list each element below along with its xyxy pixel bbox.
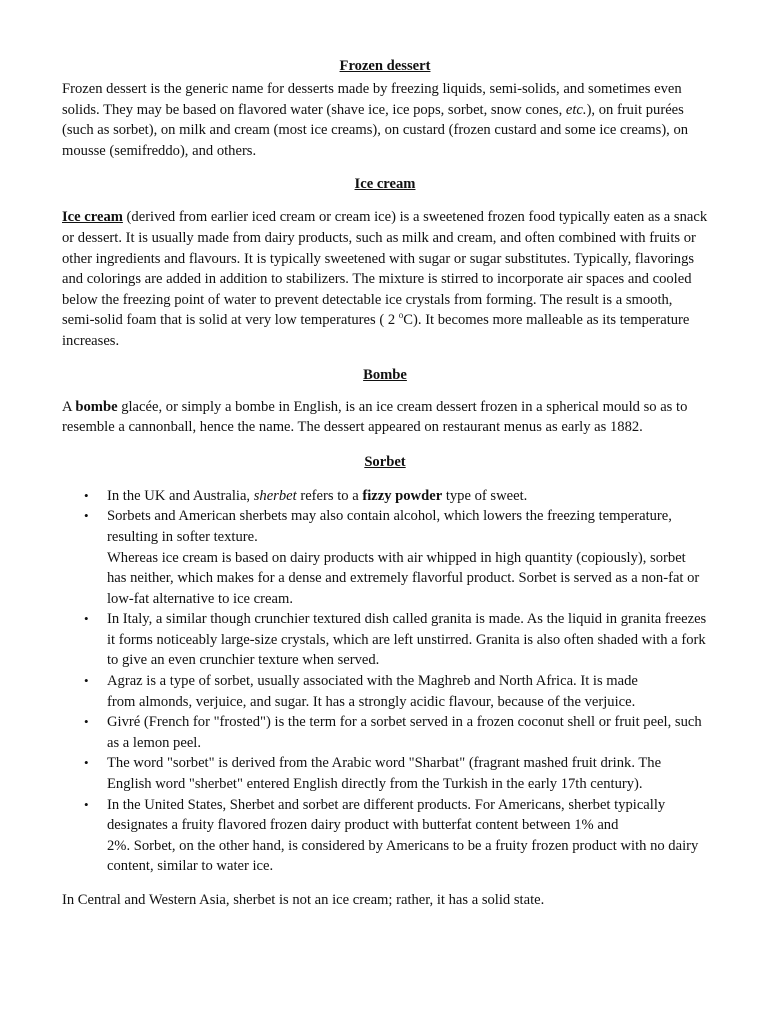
term-ice-cream: Ice cream <box>62 209 123 226</box>
paragraph-closing: In Central and Western Asia, sherbet is not an ice cream; rather, it has a solid state. <box>62 892 545 908</box>
paragraph-bombe: A bombe glacée, or simply a bombe in English, is an ice cream dessert frozen in a spherical mould so as to resemble a cannonball, hence the name. The dessert appeared on restaurant menus as early as 1882. <box>62 398 688 436</box>
sorbet-bullet-list <box>62 486 708 877</box>
bullet-icon: • <box>84 611 89 627</box>
heading-ice-cream: Ice cream <box>354 176 416 193</box>
list-item: • In the UK and Australia, sherbet refers to a fizzy powder type of sweet. <box>62 486 708 507</box>
bullet-icon: • <box>84 755 89 771</box>
paragraph-frozen-dessert: Frozen dessert is the generic name for desserts made by freezing liquids, semi-solids, and sometimes even solids. They may be based on flavored water (shave ice, ice pops, sorbet, snow cones, etc.), on fruit purées (such as sorbet), on milk and cream (most ice creams), on custard (frozen custard and some ice creams), on mousse (semifreddo), and others. <box>62 81 689 159</box>
bullet-icon: • <box>84 796 89 812</box>
term-bombe: bombe <box>75 398 118 415</box>
bullet-icon: • <box>84 508 89 524</box>
paragraph-ice-cream: Ice cream (derived from earlier iced cream or cream ice) is a sweetened frozen food typically eaten as a snack or dessert. It is usually made from dairy products, such as milk and cream, and often combined with fruits or other ingredients and flavours. It is typically sweetened with sugar or sugar substitutes. Typically, flavorings and colorings are added in addition to stabilizers. The mixture is stirred to incorporate air spaces and cooled below the freezing point of water to prevent detectable ice crystals from forming. The result is a smooth, semi-solid foam that is solid at very low temperatures ( 2 $^o$C). It becomes more malleable as its temperature increases. <box>62 209 708 349</box>
list-item: • In Italy, a similar though crunchier textured dish called granita is made. As the liquid in granita freezes it forms noticeably large-size crystals, which are left unstirred. Granita is also often shaded with a fork to give an even crunchier texture when served. <box>84 611 707 669</box>
heading-bombe: Bombe <box>363 366 407 383</box>
bullet-icon: • <box>84 487 89 503</box>
list-item: • In the United States, Sherbet and sorbet are different products. For Americans, sherbet typically designates a fruity flavored frozen dairy product with butterfat content between 1% and 2%. Sorbet, on the other hand, is considered by Americans to be a fruity frozen product with no dairy content, similar to water ice. <box>84 796 699 875</box>
list-item: • Agraz is a type of sorbet, usually associated with the Maghreb and North Africa. It is made from almonds, verjuice, and sugar. It has a strongly acidic flavour, because of the verjuice. <box>84 673 638 710</box>
bullet-icon: • <box>84 714 89 730</box>
list-item: • Sorbets and American sherbets may also contain alcohol, which lowers the freezing temperature, resulting in softer texture. Whereas ice cream is based on dairy products with air whipped in high quantity (copiously), sorbet has neither, which makes for a dense and extremely flavorful product. Sorbet is served as a non-fat or low-fat alternative to ice cream. <box>84 508 700 607</box>
list-item: • Givré (French for "frosted") is the term for a sorbet served in a frozen coconut shell or fruit peel, such as a lemon peel. <box>84 714 702 751</box>
heading-sorbet: Sorbet <box>364 453 406 470</box>
heading-frozen-dessert: Frozen dessert <box>339 58 431 74</box>
list-item: • The word "sorbet" is derived from the Arabic word "Sharbat" (fragrant mashed fruit drink. The English word "sherbet" entered English directly from the Turkish in the early 17th century). <box>84 755 662 793</box>
bullet-icon: • <box>84 673 89 689</box>
